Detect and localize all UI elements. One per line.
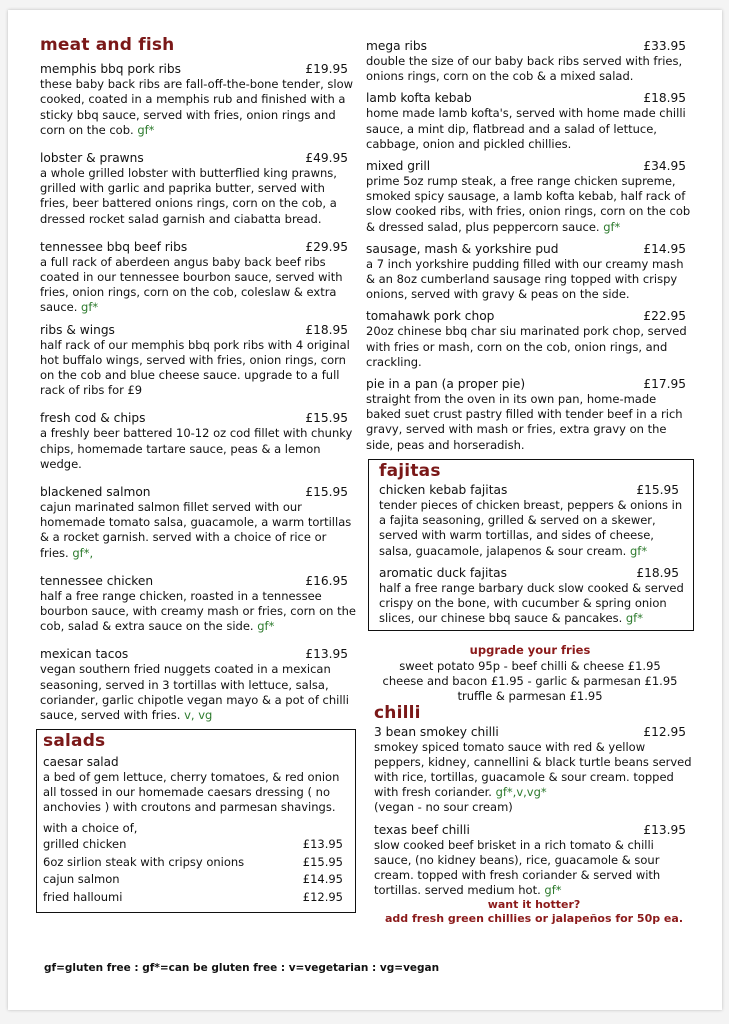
- menu-item: [366, 241, 694, 303]
- item-name: ribs & wings: [40, 322, 115, 337]
- item-name: aromatic duck fajitas: [379, 565, 507, 580]
- item-price: £18.95: [636, 565, 679, 580]
- item-name: tomahawk pork chop: [366, 309, 495, 324]
- menu-item: [366, 90, 694, 152]
- choice-row: [43, 854, 349, 872]
- menu-item: [366, 158, 694, 235]
- menu-item: [374, 822, 694, 899]
- item-description: half rack of our memphis bbq pork ribs with 4 original hot buffalo wings, served with fries, onion rings, corn on the cob and blue cheese sauce. upgrade to a full rack of ribs for £9: [40, 337, 350, 398]
- menu-item: [40, 239, 356, 316]
- item-description: prime 5oz rump steak, a free range chicken supreme, smoked spicy sausage, a lamb kofta kebab, half rack of slow cooked ribs, with fries, onion rings, corn on the cob & dressed salad, plus peppercorn sauce.: [366, 174, 691, 234]
- menu-item: [379, 482, 687, 559]
- menu-item: [40, 573, 356, 635]
- choice-price: £13.95: [302, 837, 343, 852]
- item-price: £15.95: [636, 483, 679, 498]
- dietary-tag: gf*: [81, 300, 99, 315]
- item-price: £17.95: [643, 377, 686, 392]
- item-extra-note: (vegan - no sour cream): [374, 800, 513, 815]
- menu-item: [40, 410, 356, 472]
- item-price: £22.95: [643, 309, 686, 324]
- dietary-legend: gf=gluten free : gf*=can be gluten free : v=vegetarian : vg=vegan: [44, 962, 440, 974]
- menu-item: [379, 565, 687, 627]
- item-name: pie in a pan (a proper pie): [366, 377, 526, 392]
- upgrade-fries: [366, 643, 694, 704]
- item-description: home made lamb kofta's, served with home made chilli sauce, a mint dip, flatbread and a salad of lettuce, cabbage, onion and pickled chillies.: [366, 106, 686, 151]
- item-description: a freshly beer battered 10-12 oz cod fillet with chunky chips, homemade tartare sauce, peas & a lemon wedge.: [40, 426, 353, 471]
- dietary-tag: gf*: [630, 543, 648, 558]
- menu-item: [366, 38, 694, 84]
- menu-item: [374, 724, 694, 816]
- right-column: [366, 38, 694, 926]
- item-price: £18.95: [643, 91, 686, 106]
- item-price: £16.95: [305, 573, 348, 588]
- dietary-tag: gf*: [625, 611, 643, 626]
- item-price: £18.95: [305, 322, 348, 337]
- item-name: fresh cod & chips: [40, 411, 146, 426]
- hotter-offer: add fresh green chillies or jalapeños for 50p ea.: [385, 912, 683, 926]
- item-name: chicken kebab fajitas: [379, 483, 508, 498]
- menu-item: [366, 376, 694, 453]
- fajitas-heading: fajitas: [379, 460, 441, 481]
- item-description: 20oz chinese bbq char siu marinated pork chop, served with fries or mash, corn on the cob, onion rings, and crackling.: [366, 324, 687, 369]
- meat-and-fish-heading: meat and fish: [40, 35, 175, 55]
- dietary-tag: gf*: [257, 619, 275, 634]
- item-name: tennessee bbq beef ribs: [40, 239, 188, 254]
- salads-box: [36, 729, 356, 913]
- item-name: blackened salmon: [40, 485, 151, 500]
- item-name: lamb kofta kebab: [366, 91, 472, 106]
- item-description: half a free range barbary duck slow cooked & served crispy on the bone, with cucumber & spring onion slices, our chinese bbq sauce & pancakes.: [379, 580, 684, 626]
- item-name: mixed grill: [366, 159, 431, 174]
- item-price: £29.95: [305, 239, 348, 254]
- item-price: £33.95: [643, 39, 686, 53]
- chilli-section: [366, 703, 694, 926]
- dietary-tag: gf*: [544, 883, 562, 898]
- item-description: these baby back ribs are fall-off-the-bone tender, slow cooked, coated in a memphis rub and finished with a sticky bbq sauce, served with fries, onion rings and corn on the cob.: [40, 77, 354, 137]
- item-price: £13.95: [305, 647, 348, 662]
- fajitas-box: [368, 459, 694, 632]
- menu-item: [366, 308, 694, 370]
- choice-row: [43, 871, 349, 889]
- menu-item: [40, 646, 356, 723]
- item-description: a full rack of aberdeen angus baby back beef ribs coated in our tennessee bourbon sauce, served with fries, onion rings, corn on the cob, coleslaw & extra sauce.: [40, 254, 343, 315]
- item-description: straight from the oven in its own pan, home-made baked suet crust pastry filled with tender beef in a rich gravy, served with mash or fries, extra gravy on the side, peas and horseradish.: [366, 392, 683, 452]
- item-name: texas beef chilli: [374, 822, 470, 837]
- choice-price: £14.95: [302, 872, 343, 887]
- item-price: £49.95: [305, 151, 348, 166]
- upgrade-line: truffle & parmesan £1.95: [457, 689, 603, 704]
- choice-price: £12.95: [302, 889, 343, 904]
- item-name: mexican tacos: [40, 647, 129, 662]
- choice-name: fried halloumi: [43, 889, 123, 904]
- item-description: smokey spiced tomato sauce with red & yellow peppers, kidney, cannellini & black turtle beans served with rice, tortillas, guacamole & sour cream. topped with fresh coriander.: [374, 739, 692, 800]
- dietary-tag: gf*,: [72, 545, 94, 560]
- item-name: sausage, mash & yorkshire pud: [366, 241, 559, 256]
- item-name: caesar salad: [43, 754, 119, 769]
- item-description: double the size of our baby back ribs served with fries, onions rings, corn on the cob & a mixed salad.: [366, 54, 683, 84]
- dietary-tag: gf*: [137, 122, 155, 137]
- item-description: tender pieces of chicken breast, peppers & onions in a fajita seasoning, grilled & served on a skewer, served with warm tortillas, and sides of cheese, salsa, guacamole, jalapenos & sour cream.: [379, 498, 683, 558]
- menu-item: [40, 61, 356, 138]
- upgrade-line: sweet potato 95p - beef chilli & cheese £1.95: [399, 658, 661, 673]
- chilli-heading: chilli: [374, 703, 421, 724]
- item-name: mega ribs: [366, 39, 427, 53]
- menu-item: [40, 150, 356, 227]
- item-name: lobster & prawns: [40, 151, 144, 166]
- choice-intro: with a choice of,: [43, 821, 138, 836]
- item-price: £34.95: [643, 159, 686, 174]
- item-price: £15.95: [305, 485, 348, 500]
- item-description: half a free range chicken, roasted in a tennessee bourbon sauce, with creamy mash or fries, corn on the cob, salad & extra sauce on the side.: [40, 588, 356, 634]
- left-column: [40, 35, 356, 913]
- item-name: 3 bean smokey chilli: [374, 724, 499, 739]
- menu-item: [40, 484, 356, 561]
- item-description: a whole grilled lobster with butterflied king prawns, grilled with garlic and paprika butter, served with fries, beer battered onions rings, corn on the cob, a dressed rocket salad garnish and ciabatta bread.: [40, 166, 337, 226]
- dietary-tag: gf*: [603, 219, 621, 234]
- item-description: a bed of gem lettuce, cherry tomatoes, & red onion all tossed in our homemade caesars dressing ( no anchovies ) with croutons and parmesan shavings.: [43, 769, 340, 814]
- upgrade-heading: upgrade your fries: [469, 643, 591, 658]
- item-name: memphis bbq pork ribs: [40, 62, 182, 77]
- dietary-tag: gf*,v,vg*: [495, 785, 547, 800]
- item-description: cajun marinated salmon fillet served with our homemade tomato salsa, guacamole, a warm tortillas & a rocket garnish. served with a choice of rice or fries.: [40, 500, 352, 560]
- item-description: a 7 inch yorkshire pudding filled with our creamy mash & an 8oz cumberland sausage ring topped with crispy onions, served with gravy & peas on the side.: [366, 256, 684, 302]
- hotter-question: want it hotter?: [487, 898, 581, 912]
- choice-row: [43, 836, 349, 854]
- item-price: £15.95: [305, 411, 348, 426]
- choice-row: [43, 889, 349, 907]
- salads-heading: salads: [43, 731, 106, 752]
- item-name: tennessee chicken: [40, 573, 154, 588]
- item-price: £13.95: [643, 822, 686, 837]
- item-description: slow cooked beef brisket in a rich tomato & chilli sauce, (no kidney beans), rice, guacamole & sour cream. topped with fresh coriander & served with tortillas. served medium hot.: [374, 837, 661, 898]
- item-price: £12.95: [643, 724, 686, 739]
- choice-name: 6oz sirlion steak with cripsy onions: [43, 854, 245, 869]
- menu-item: [40, 322, 356, 399]
- choice-name: cajun salmon: [43, 872, 120, 887]
- choice-name: grilled chicken: [43, 837, 127, 852]
- item-price: £19.95: [305, 62, 348, 77]
- item-price: £14.95: [643, 241, 686, 256]
- upgrade-line: cheese and bacon £1.95 - garlic & parmesan £1.95: [382, 673, 678, 688]
- item-description: vegan southern fried nuggets coated in a mexican seasoning, served in 3 tortillas with lettuce, salsa, coriander, garlic chipotle vegan mayo & a pot of chilli sauce, served with fries.: [40, 662, 349, 723]
- choice-price: £15.95: [302, 854, 343, 869]
- dietary-tag: v, vg: [184, 708, 213, 723]
